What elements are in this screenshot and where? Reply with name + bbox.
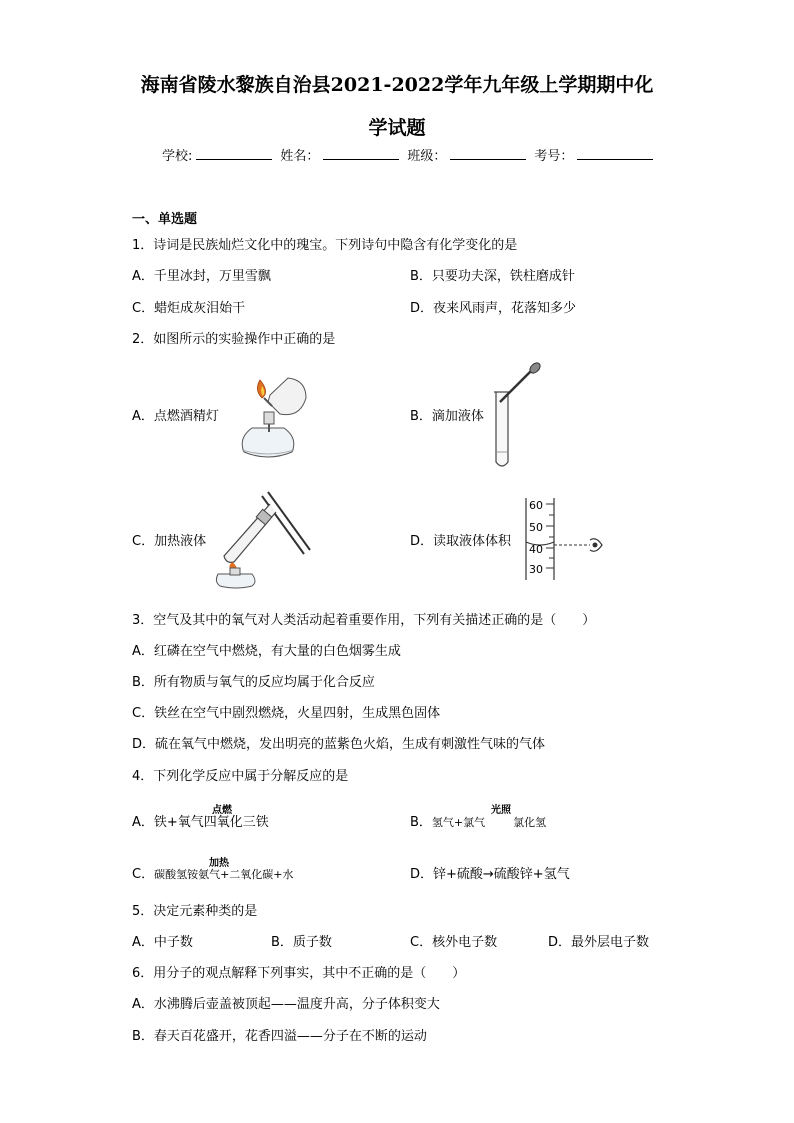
- q2-option-b: B．滴加液体: [410, 409, 484, 424]
- class-label: 班级：: [407, 149, 447, 164]
- q4-c-label: C．: [132, 867, 155, 882]
- q4-b-condition: 光照: [491, 805, 511, 816]
- q1-option-d: D．夜来风雨声，花落知多少: [410, 301, 577, 316]
- q4-option-b: [410, 811, 546, 830]
- class-blank: [450, 145, 526, 160]
- q3-option-b: B．所有物质与氧气的反应均属于化合反应: [132, 675, 375, 690]
- school-label: 学校:: [162, 149, 193, 164]
- q4-c-condition: 加热: [209, 858, 229, 869]
- q2-stem: 2．如图所示的实验操作中正确的是: [132, 332, 336, 347]
- section-heading: 一、单选题: [132, 212, 198, 227]
- school-blank: [196, 145, 272, 160]
- q5-option-c: C．核外电子数: [410, 935, 498, 950]
- q3-option-c: C．铁丝在空气中剧烈燃烧，火星四射，生成黑色固体: [132, 706, 441, 721]
- q6-option-a: A．水沸腾后壶盖被顶起——温度升高，分子体积变大: [132, 997, 440, 1012]
- name-label: 姓名：: [280, 149, 320, 164]
- exam-number-blank: [577, 145, 653, 160]
- q4-c-products: 氨气+二氧化碳+水: [198, 868, 294, 881]
- q1-stem: 1．诗词是民族灿烂文化中的瑰宝。下列诗句中隐含有化学变化的是: [132, 238, 518, 253]
- q2-option-c: C．加热液体: [132, 534, 207, 549]
- q3-stem: 3．空气及其中的氧气对人类活动起着重要作用，下列有关描述正确的是（ ）: [132, 613, 596, 628]
- cylinder-tick-60: 60: [529, 499, 543, 512]
- q4-option-d: D．锌+硫酸→硫酸锌+氢气: [410, 867, 570, 882]
- q2-option-d: D．读取液体体积: [410, 534, 512, 549]
- q2-option-a: A．点燃酒精灯: [132, 409, 219, 424]
- alcohol-lamp-figure: [228, 370, 313, 462]
- q1-option-b: B．只要功夫深，铁柱磨成针: [410, 269, 575, 284]
- q3-option-d: D．硫在氧气中燃烧，发出明亮的蓝紫色火焰，生成有刺激性气味的气体: [132, 737, 546, 752]
- q1-option-a: A．千里冰封，万里雪飘: [132, 269, 271, 284]
- cylinder-tick-40: 40: [529, 543, 543, 556]
- name-blank: [323, 145, 399, 160]
- q4-b-reactants: 氢气+氯气: [431, 816, 486, 829]
- q6-stem: 6．用分子的观点解释下列事实，其中不正确的是（ ）: [132, 966, 466, 981]
- q5-option-b: B．质子数: [271, 935, 332, 950]
- q5-option-d: D．最外层电子数: [548, 935, 650, 950]
- q4-stem: 4．下列化学反应中属于分解反应的是: [132, 769, 349, 784]
- heating-liquid-figure: [210, 490, 310, 590]
- q1-option-c: C．蜡炬成灰泪始干: [132, 301, 246, 316]
- test-tube-dropper-figure: [488, 362, 558, 472]
- q4-b-products: 氯化氢: [513, 816, 547, 829]
- cylinder-tick-30: 30: [529, 563, 543, 576]
- q6-option-b: B．春天百花盛开，花香四溢——分子在不断的运动: [132, 1029, 427, 1044]
- exam-title-line1: 海南省陵水黎族自治县2021-2022学年九年级上学期期中化: [140, 74, 654, 96]
- cylinder-tick-50: 50: [529, 521, 543, 534]
- q4-option-a: [132, 811, 269, 830]
- student-info-row: [162, 145, 657, 164]
- q4-a-products: 四氧化三铁: [203, 815, 269, 830]
- q4-a-reactants: A．铁+氧气: [132, 815, 204, 830]
- q4-b-label: B．: [410, 815, 432, 830]
- exam-number-label: 考号：: [534, 149, 574, 164]
- q5-stem: 5．决定元素种类的是: [132, 904, 258, 919]
- q4-a-condition: 点燃: [212, 805, 232, 816]
- exam-title-line2: 学试题: [368, 117, 426, 139]
- q3-option-a: A．红磷在空气中燃烧，有大量的白色烟雾生成: [132, 644, 401, 659]
- q4-c-reactants: 碳酸氢铵: [154, 868, 199, 881]
- q5-option-a: A．中子数: [132, 935, 193, 950]
